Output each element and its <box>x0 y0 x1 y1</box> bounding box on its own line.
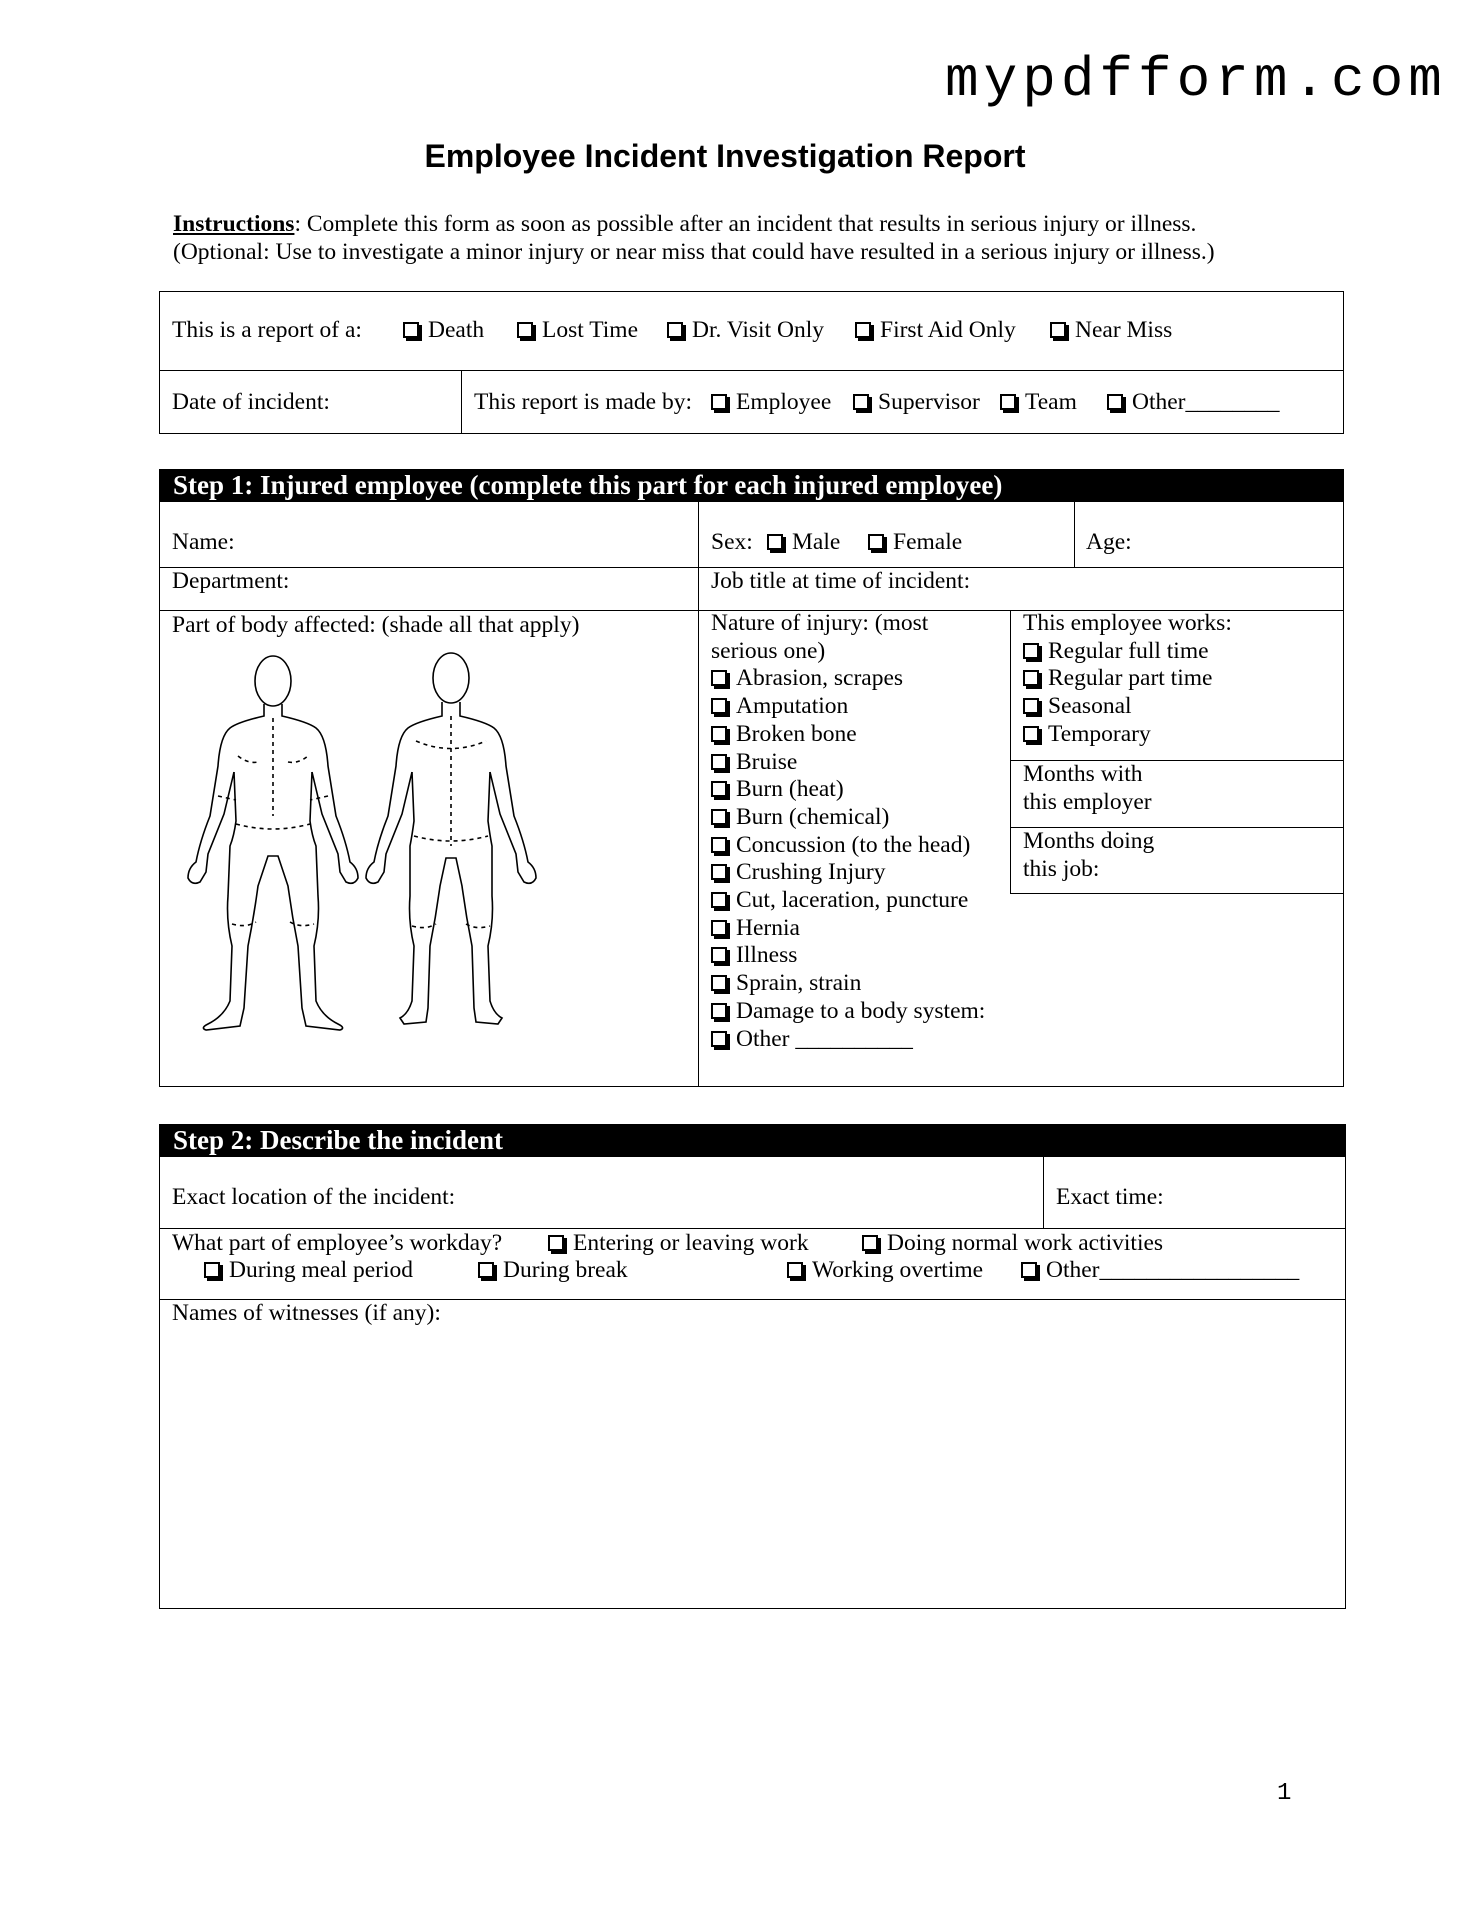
checkbox[interactable] <box>1023 726 1039 742</box>
checkbox[interactable] <box>711 809 727 825</box>
checkbox[interactable] <box>711 892 727 908</box>
workday-entering-leaving[interactable]: Entering or leaving work <box>548 1229 809 1257</box>
instructions-label: Instructions <box>173 211 295 237</box>
report-made-by-label: This report is made by: <box>474 389 692 415</box>
page-title: Employee Incident Investigation Report <box>424 138 1026 174</box>
body-part-label: Part of body affected: (shade all that apply) <box>172 612 580 638</box>
checkbox[interactable] <box>767 534 783 550</box>
checkbox[interactable] <box>711 754 727 770</box>
months-employer-label: Months with <box>1023 761 1143 787</box>
step1-heading: Step 1: Injured employee (complete this part for each injured employee) <box>159 469 1344 502</box>
workday-overtime[interactable]: Working overtime <box>787 1256 983 1284</box>
nature-label-cont: serious one) <box>711 637 826 664</box>
nature-option[interactable]: Bruise <box>711 749 985 777</box>
name-label: Name: <box>172 529 235 555</box>
checkbox[interactable] <box>667 322 683 338</box>
instructions-text: : Complete this form as soon as possible after an incident that results in serious injury or illness. <box>294 211 1197 237</box>
works-option[interactable]: Regular part time <box>1023 665 1232 693</box>
checkbox[interactable] <box>1000 394 1016 410</box>
checkbox[interactable] <box>1023 670 1039 686</box>
months-doing-job <box>1023 828 1154 883</box>
divider <box>698 501 699 1087</box>
checkbox[interactable] <box>1107 394 1123 410</box>
nature-option[interactable]: Hernia <box>711 915 985 943</box>
nature-option[interactable]: Broken bone <box>711 721 985 749</box>
nature-option[interactable]: Burn (chemical) <box>711 804 985 832</box>
nature-option[interactable]: Cut, laceration, puncture <box>711 887 985 915</box>
checkbox[interactable] <box>711 837 727 853</box>
date-of-incident-label: Date of incident: <box>172 389 330 415</box>
nature-option[interactable]: Burn (heat) <box>711 776 985 804</box>
months-job-label-cont: this job: <box>1023 855 1100 882</box>
months-with-employer <box>1023 761 1152 816</box>
checkbox[interactable] <box>711 394 727 410</box>
made-by-supervisor[interactable]: Supervisor <box>853 388 980 416</box>
made-by-other[interactable]: Other________ <box>1107 388 1280 416</box>
checkbox[interactable] <box>868 534 884 550</box>
witnesses-field[interactable] <box>165 1330 1340 1600</box>
checkbox[interactable] <box>1023 643 1039 659</box>
report-type-label: This is a report of a: <box>172 317 362 343</box>
checkbox[interactable] <box>1023 698 1039 714</box>
checkbox[interactable] <box>711 1031 727 1047</box>
step2-heading: Step 2: Describe the incident <box>159 1124 1346 1157</box>
checkbox[interactable] <box>1050 322 1066 338</box>
sex-label: Sex: <box>711 529 753 555</box>
checkbox[interactable] <box>711 920 727 936</box>
checkbox[interactable] <box>711 670 727 686</box>
witnesses-label: Names of witnesses (if any): <box>172 1300 441 1326</box>
employee-works <box>1023 610 1232 749</box>
works-option[interactable]: Regular full time <box>1023 638 1232 666</box>
divider <box>1074 501 1075 567</box>
checkbox[interactable] <box>711 975 727 991</box>
job-title-label: Job title at time of incident: <box>711 568 971 594</box>
nature-option[interactable]: Abrasion, scrapes <box>711 665 985 693</box>
exact-time-label: Exact time: <box>1056 1184 1164 1210</box>
checkbox[interactable] <box>853 394 869 410</box>
divider <box>461 370 462 434</box>
report-type-death[interactable]: Death <box>403 316 484 344</box>
body-diagram[interactable] <box>178 646 548 1046</box>
works-label: This employee works: <box>1023 610 1232 636</box>
checkbox[interactable] <box>403 322 419 338</box>
workday-meal-period[interactable]: During meal period <box>204 1256 413 1284</box>
site-watermark: mypdfform.com <box>945 48 1447 112</box>
nature-option[interactable]: Illness <box>711 942 985 970</box>
instructions <box>173 210 1215 266</box>
checkbox[interactable] <box>517 322 533 338</box>
checkbox[interactable] <box>711 698 727 714</box>
works-option[interactable]: Temporary <box>1023 721 1232 749</box>
checkbox[interactable] <box>862 1235 878 1251</box>
checkbox[interactable] <box>711 947 727 963</box>
divider <box>159 370 1344 371</box>
checkbox[interactable] <box>478 1262 494 1278</box>
checkbox[interactable] <box>204 1262 220 1278</box>
report-type-dr-visit[interactable]: Dr. Visit Only <box>667 316 824 344</box>
checkbox[interactable] <box>787 1262 803 1278</box>
nature-option[interactable]: Other __________ <box>711 1026 985 1054</box>
nature-option[interactable]: Sprain, strain <box>711 970 985 998</box>
nature-option[interactable]: Damage to a body system: <box>711 998 985 1026</box>
divider <box>1010 610 1011 893</box>
exact-location-label: Exact location of the incident: <box>172 1184 456 1210</box>
page-number: 1 <box>1277 1780 1292 1807</box>
months-job-label: Months doing <box>1023 828 1155 854</box>
checkbox[interactable] <box>711 726 727 742</box>
front-body-figure <box>188 656 358 1030</box>
checkbox[interactable] <box>1021 1262 1037 1278</box>
nature-label: Nature of injury: (most <box>711 610 929 636</box>
works-option[interactable]: Seasonal <box>1023 693 1232 721</box>
checkbox[interactable] <box>855 322 871 338</box>
sex-male[interactable]: Male <box>767 528 840 556</box>
workday-normal-activities[interactable]: Doing normal work activities <box>862 1229 1163 1257</box>
nature-option[interactable]: Amputation <box>711 693 985 721</box>
nature-option[interactable]: Concussion (to the head) <box>711 832 985 860</box>
divider <box>1043 1156 1044 1228</box>
checkbox[interactable] <box>711 781 727 797</box>
checkbox[interactable] <box>711 1003 727 1019</box>
nature-option[interactable]: Crushing Injury <box>711 859 985 887</box>
report-type-near-miss[interactable]: Near Miss <box>1050 316 1172 344</box>
workday-break[interactable]: During break <box>478 1256 628 1284</box>
age-label: Age: <box>1086 529 1132 555</box>
checkbox[interactable] <box>711 864 727 880</box>
department-label: Department: <box>172 568 290 594</box>
instructions-optional: (Optional: Use to investigate a minor injury or near miss that could have resulted in a serious injury or illness.) <box>173 239 1215 265</box>
back-body-figure <box>366 653 536 1024</box>
made-by-employee[interactable]: Employee <box>711 388 831 416</box>
report-type-lost-time[interactable]: Lost Time <box>517 316 638 344</box>
checkbox[interactable] <box>548 1235 564 1251</box>
workday-other[interactable]: Other_________________ <box>1021 1256 1299 1284</box>
workday-label: What part of employee’s workday? <box>172 1230 503 1256</box>
made-by-team[interactable]: Team <box>1000 388 1077 416</box>
sex-female[interactable]: Female <box>868 528 962 556</box>
months-employer-label-cont: this employer <box>1023 788 1152 815</box>
report-type-first-aid[interactable]: First Aid Only <box>855 316 1016 344</box>
divider <box>1010 893 1344 894</box>
nature-of-injury <box>711 610 985 1053</box>
